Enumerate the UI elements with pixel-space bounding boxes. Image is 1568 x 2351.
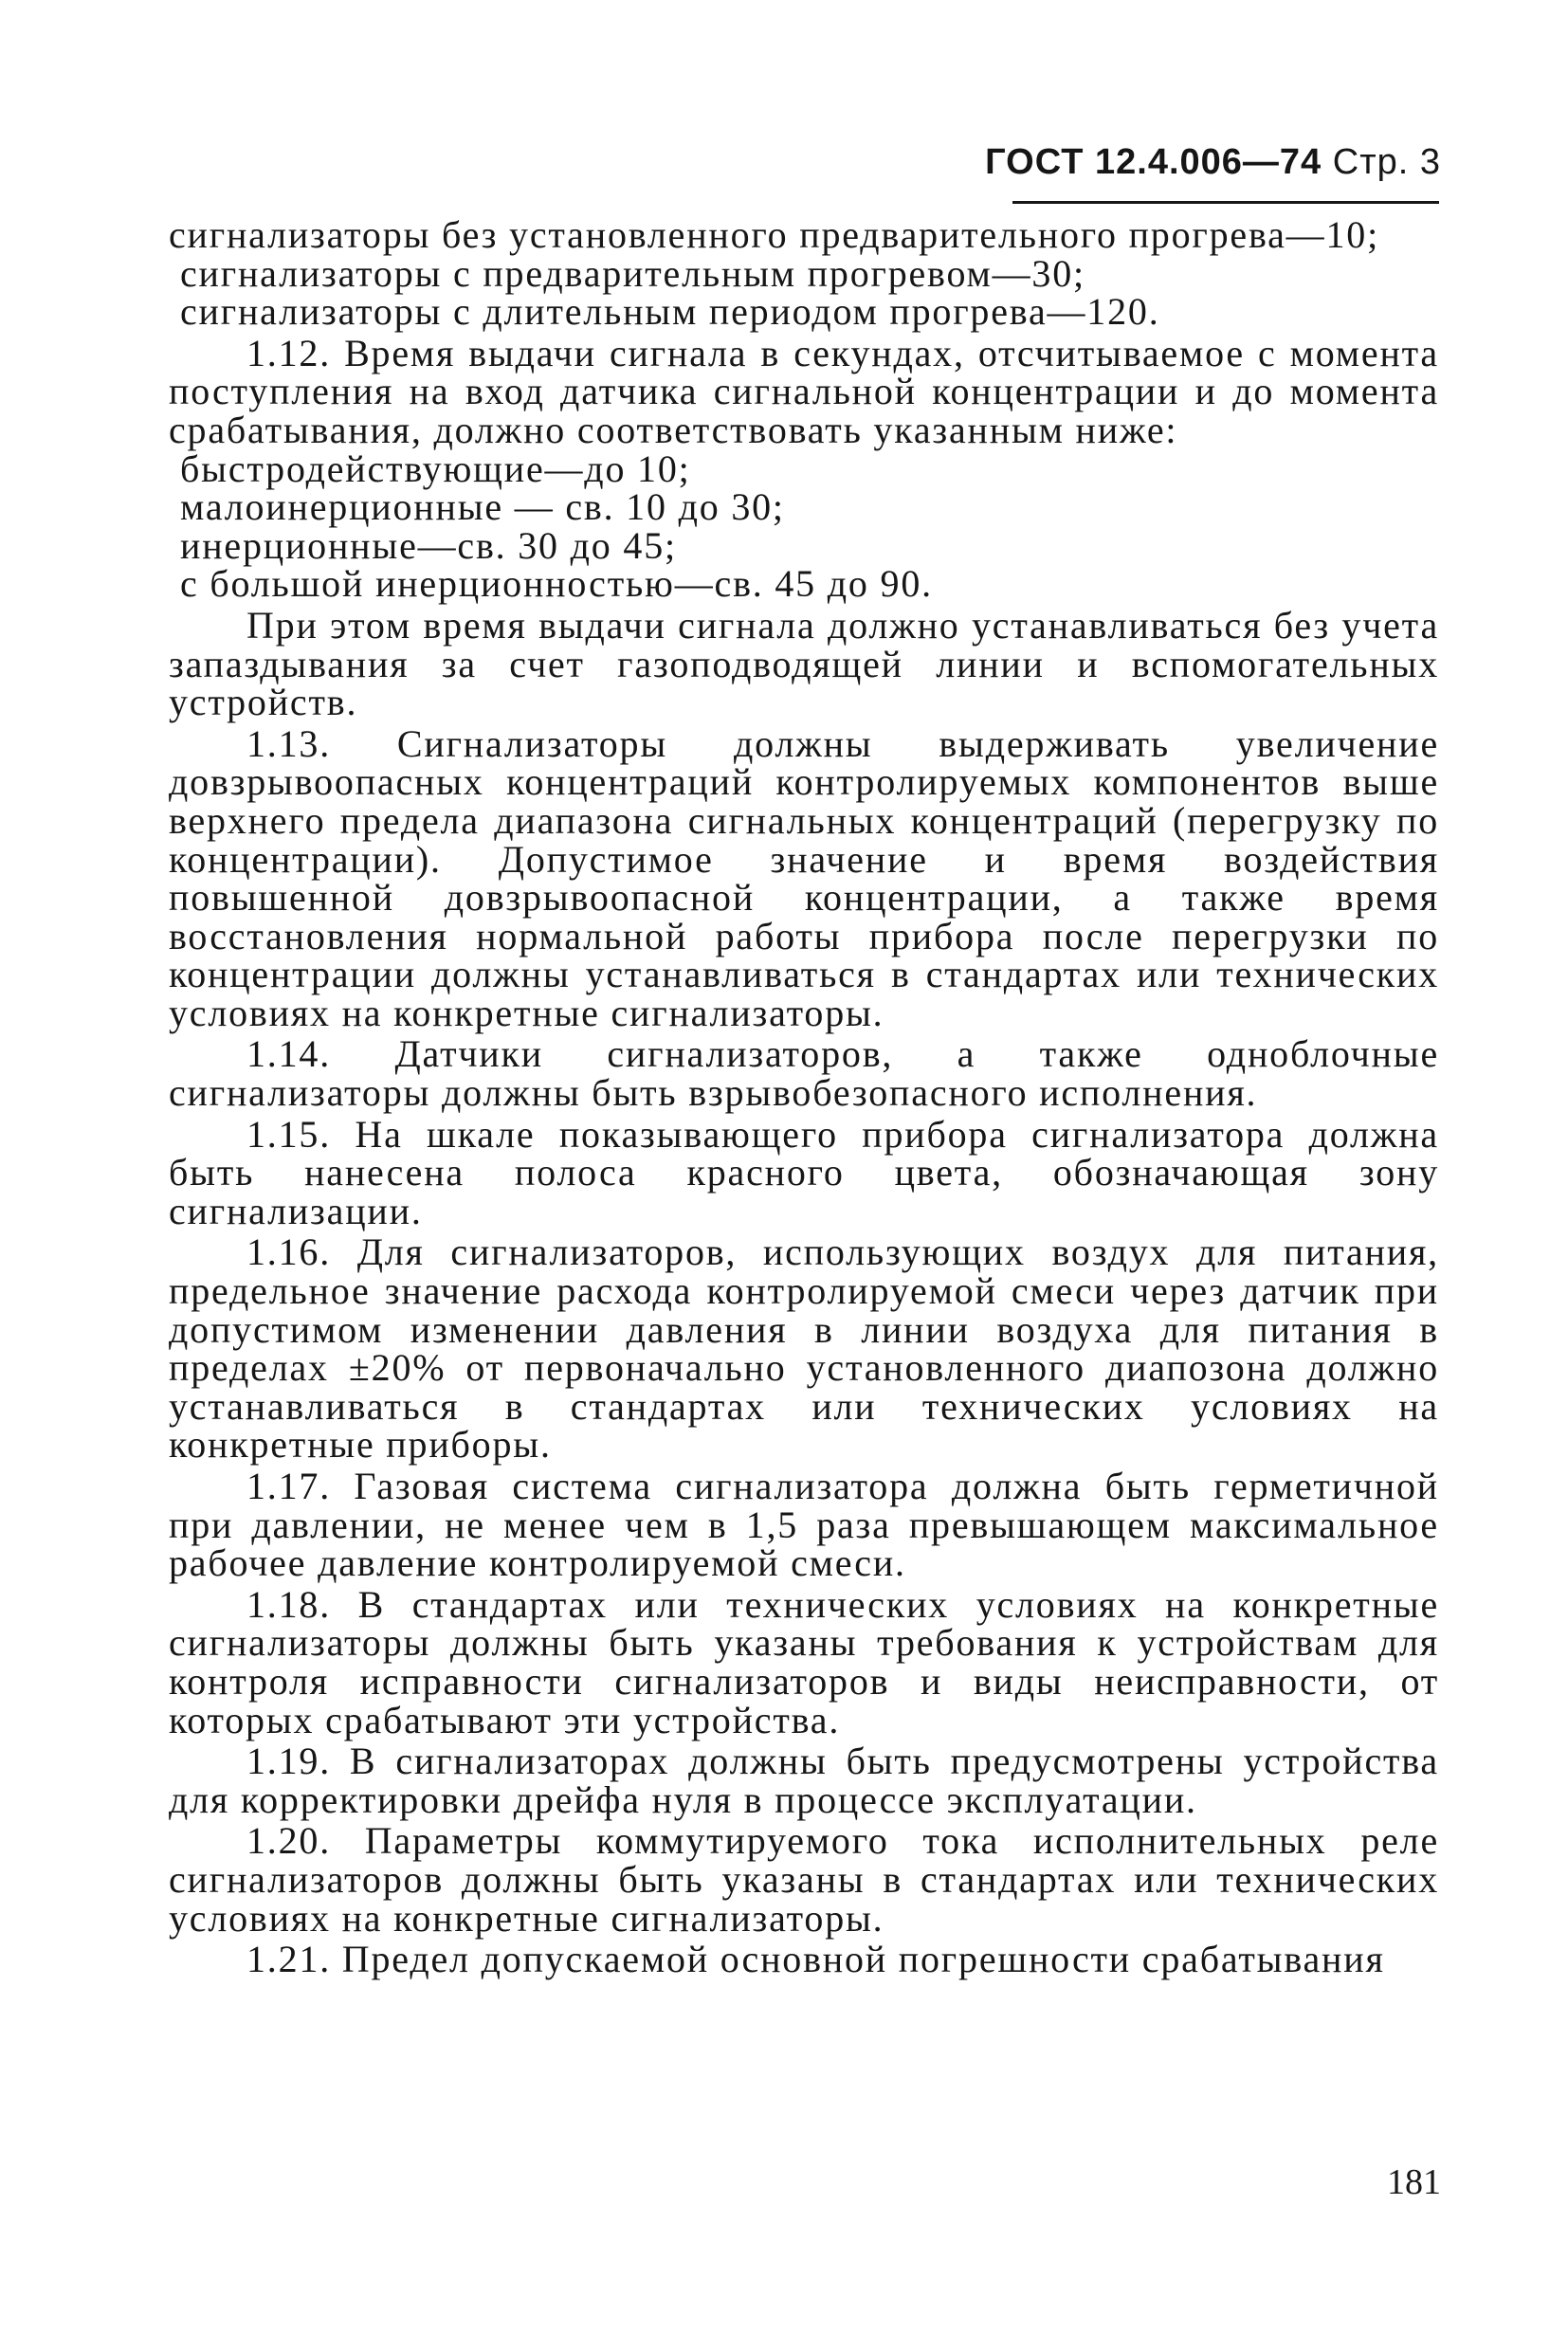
body-text <box>169 213 1439 1981</box>
paragraph: сигнализаторы без установленного предварительного прогрева—10; <box>169 213 1379 256</box>
paragraph-1-12: 1.12. Время выдачи сигнала в секундах, отсчитываемое с момента поступления на вход датчика сигнальной концентрации и до момента срабатывания, должно соответствовать указанным ниже: <box>169 331 1439 451</box>
paragraph: сигнализаторы с предварительным прогревом—30; <box>180 251 1085 295</box>
list-item: инерционные—св. 30 до 45; <box>180 523 677 567</box>
list-item: с большой инерционностью—св. 45 до 90. <box>180 562 933 606</box>
paragraph-1-16: 1.16. Для сигнализаторов, использующих воздух для питания, предельное значение расхода контролируемой смеси через датчик при допустимом изменении давления в линии воздуха для питания в пределах ±20% от первоначально установленного диапозона должно устанавливаться в стандартах или технических условиях на конкретные приборы. <box>169 1230 1439 1467</box>
standard-number: ГОСТ 12.4.006—74 <box>985 142 1322 182</box>
page-header <box>948 142 1441 183</box>
page-number: 181 <box>1387 2162 1441 2202</box>
paragraph-1-14: 1.14. Датчики сигнализаторов, а также одноблочные сигнализаторы должны быть взрывобезопасного исполнения. <box>169 1032 1439 1115</box>
page-label: Стр. 3 <box>1332 142 1441 182</box>
paragraph: При этом время выдачи сигнала должно устанавливаться без учета запаздывания за счет газоподводящей линии и вспомогательных устройств. <box>169 603 1439 724</box>
list-item: быстродействующие—до 10; <box>180 447 691 490</box>
paragraph-1-21: 1.21. Предел допускаемой основной погрешности срабатывания <box>246 1938 1385 1981</box>
paragraph-1-18: 1.18. В стандартах или технических условиях на конкретные сигнализаторы должны быть указаны требования к устройствам для контроля исправности сигнализаторов и виды неисправности, от которых срабатывают эти устройства. <box>169 1582 1439 1741</box>
paragraph-1-15: 1.15. На шкале показывающего прибора сигнализатора должна быть нанесена полоса красного цвета, обозначающая зону сигнализации. <box>169 1112 1439 1232</box>
paragraph-1-13: 1.13. Сигнализаторы должны выдерживать увеличение довзрывоопасных концентраций контролируемых компонентов выше верхнего предела диапазона сигнальных концентраций (перегрузку по концентрации). Допустимое значение и время воздействия повышенной довзрывоопасной концентрации, а также время восстановления нормальной работы прибора после перегрузки по концентрации должны устанавливаться в стандартах или технических условиях на конкретные сигнализаторы. <box>169 721 1439 1034</box>
paragraph-1-17: 1.17. Газовая система сигнализатора должна быть герметичной при давлении, не менее чем в 1,5 раза превышающем максимальное рабочее давление контролируемой смеси. <box>169 1465 1439 1585</box>
list-item: малоинерционные — св. 10 до 30; <box>180 485 785 529</box>
paragraph: сигнализаторы с длительным периодом прогрева—120. <box>180 290 1160 334</box>
header-rule <box>1012 201 1439 204</box>
paragraph-1-20: 1.20. Параметры коммутируемого тока исполнительных реле сигнализаторов должны быть указаны в стандартах или технических условиях на конкретные сигнализаторы. <box>169 1819 1439 1940</box>
paragraph-1-19: 1.19. В сигнализаторах должны быть предусмотрены устройства для корректировки дрейфа нуля в процессе эксплуатации. <box>169 1740 1439 1821</box>
